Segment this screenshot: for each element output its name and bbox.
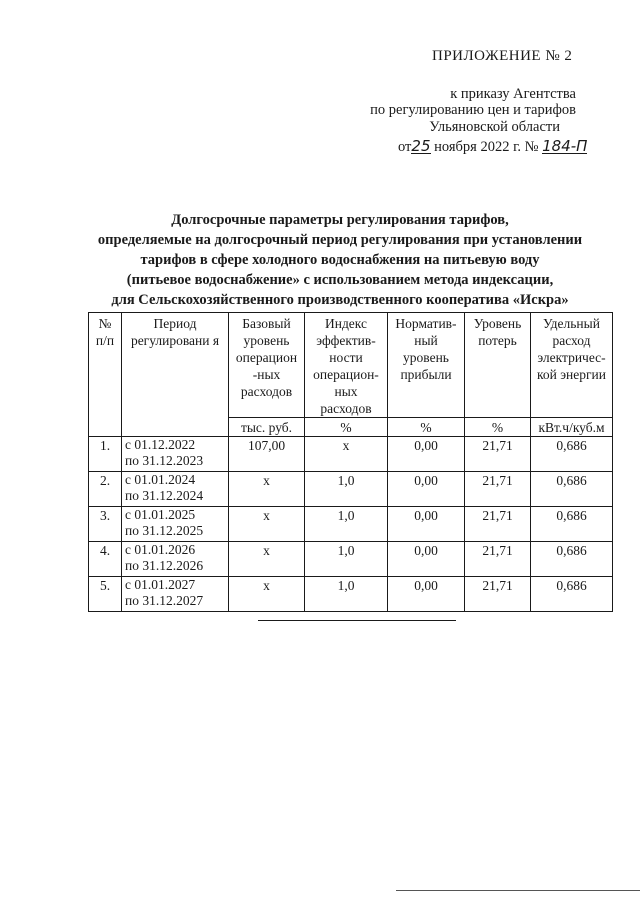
order-reference-line: к приказу Агентства (450, 86, 576, 102)
unit-cell: % (465, 418, 531, 437)
appendix-title: ПРИЛОЖЕНИЕ № 2 (432, 48, 573, 64)
energy-cell: 0,686 (531, 507, 613, 542)
losses-cell: 21,71 (465, 472, 531, 507)
energy-cell: 0,686 (531, 472, 613, 507)
handwritten-day: 25 (411, 137, 431, 155)
scan-edge-line (396, 890, 640, 891)
unit-cell: % (305, 418, 388, 437)
header-cell: Удельный расход электричес-кой энергии (531, 313, 613, 418)
efficiency-index-cell: 1,0 (305, 577, 388, 612)
row-number: 3. (89, 507, 122, 542)
period-to: по 31.12.2023 (125, 453, 204, 468)
period-to: по 31.12.2025 (125, 523, 204, 538)
energy-cell: 0,686 (531, 542, 613, 577)
row-number: 1. (89, 437, 122, 472)
heading-line: тарифов в сфере холодного водоснабжения на питьевую воду (140, 252, 540, 268)
profit-cell: 0,00 (388, 507, 465, 542)
period-from: с 01.01.2027 (125, 577, 196, 592)
table-row (89, 472, 613, 507)
profit-cell: 0,00 (388, 542, 465, 577)
period-cell (122, 542, 229, 577)
efficiency-index-cell: х (305, 437, 388, 472)
row-number: 2. (89, 472, 122, 507)
unit-cell: тыс. руб. (229, 418, 305, 437)
losses-cell: 21,71 (465, 507, 531, 542)
header-cell: Базовый уровень операцион -ных расходов (229, 313, 305, 418)
profit-cell: 0,00 (388, 472, 465, 507)
period-to: по 31.12.2024 (125, 488, 204, 503)
profit-cell: 0,00 (388, 577, 465, 612)
date-rest: ноября 2022 г. № (434, 139, 539, 155)
losses-cell: 21,71 (465, 577, 531, 612)
period-to: по 31.12.2027 (125, 593, 204, 608)
row-number: 4. (89, 542, 122, 577)
period-cell (122, 472, 229, 507)
losses-cell: 21,71 (465, 437, 531, 472)
period-from: с 01.01.2025 (125, 507, 196, 522)
parameters-table (88, 312, 613, 612)
header-cell: № п/п (89, 313, 122, 437)
header-cell: Индекс эффектив-ности операцион-ных расходов (305, 313, 388, 418)
base-cost-cell: х (229, 577, 305, 612)
heading-line: определяемые на долгосрочный период регулирования при установлении (97, 232, 583, 248)
header-cell: Уровень потерь (465, 313, 531, 418)
handwritten-order-number: 184-П (542, 137, 588, 155)
table-header-row (89, 313, 613, 418)
date-prefix: от (398, 139, 412, 155)
header-cell: Норматив-ный уровень прибыли (388, 313, 465, 418)
document-heading (60, 210, 620, 310)
header-cell: Период регулировани я (122, 313, 229, 437)
closing-divider (258, 620, 456, 621)
efficiency-index-cell: 1,0 (305, 472, 388, 507)
base-cost-cell: 107,00 (229, 437, 305, 472)
profit-cell: 0,00 (388, 437, 465, 472)
base-cost-cell: х (229, 472, 305, 507)
row-number: 5. (89, 577, 122, 612)
period-cell (122, 577, 229, 612)
losses-cell: 21,71 (465, 542, 531, 577)
period-from: с 01.01.2024 (125, 472, 196, 487)
energy-cell: 0,686 (531, 437, 613, 472)
order-reference-line: Ульяновской области (429, 119, 560, 135)
energy-cell: 0,686 (531, 577, 613, 612)
unit-cell: кВт.ч/куб.м (531, 418, 613, 437)
order-date-line (398, 139, 587, 156)
period-cell (122, 507, 229, 542)
table-row (89, 507, 613, 542)
heading-line: для Сельскохозяйственного производственного кооператива «Искра» (111, 292, 569, 308)
heading-line: Долгосрочные параметры регулирования тарифов, (171, 212, 509, 228)
period-cell (122, 437, 229, 472)
efficiency-index-cell: 1,0 (305, 542, 388, 577)
base-cost-cell: х (229, 542, 305, 577)
table-row (89, 542, 613, 577)
heading-line: (питьевое водоснабжение» с использованием метода индексации, (126, 272, 554, 288)
efficiency-index-cell: 1,0 (305, 507, 388, 542)
period-from: с 01.01.2026 (125, 542, 196, 557)
order-reference-line: по регулированию цен и тарифов (370, 102, 576, 118)
unit-cell: % (388, 418, 465, 437)
base-cost-cell: х (229, 507, 305, 542)
period-from: с 01.12.2022 (125, 437, 196, 452)
table-row (89, 577, 613, 612)
table-row (89, 437, 613, 472)
period-to: по 31.12.2026 (125, 558, 204, 573)
